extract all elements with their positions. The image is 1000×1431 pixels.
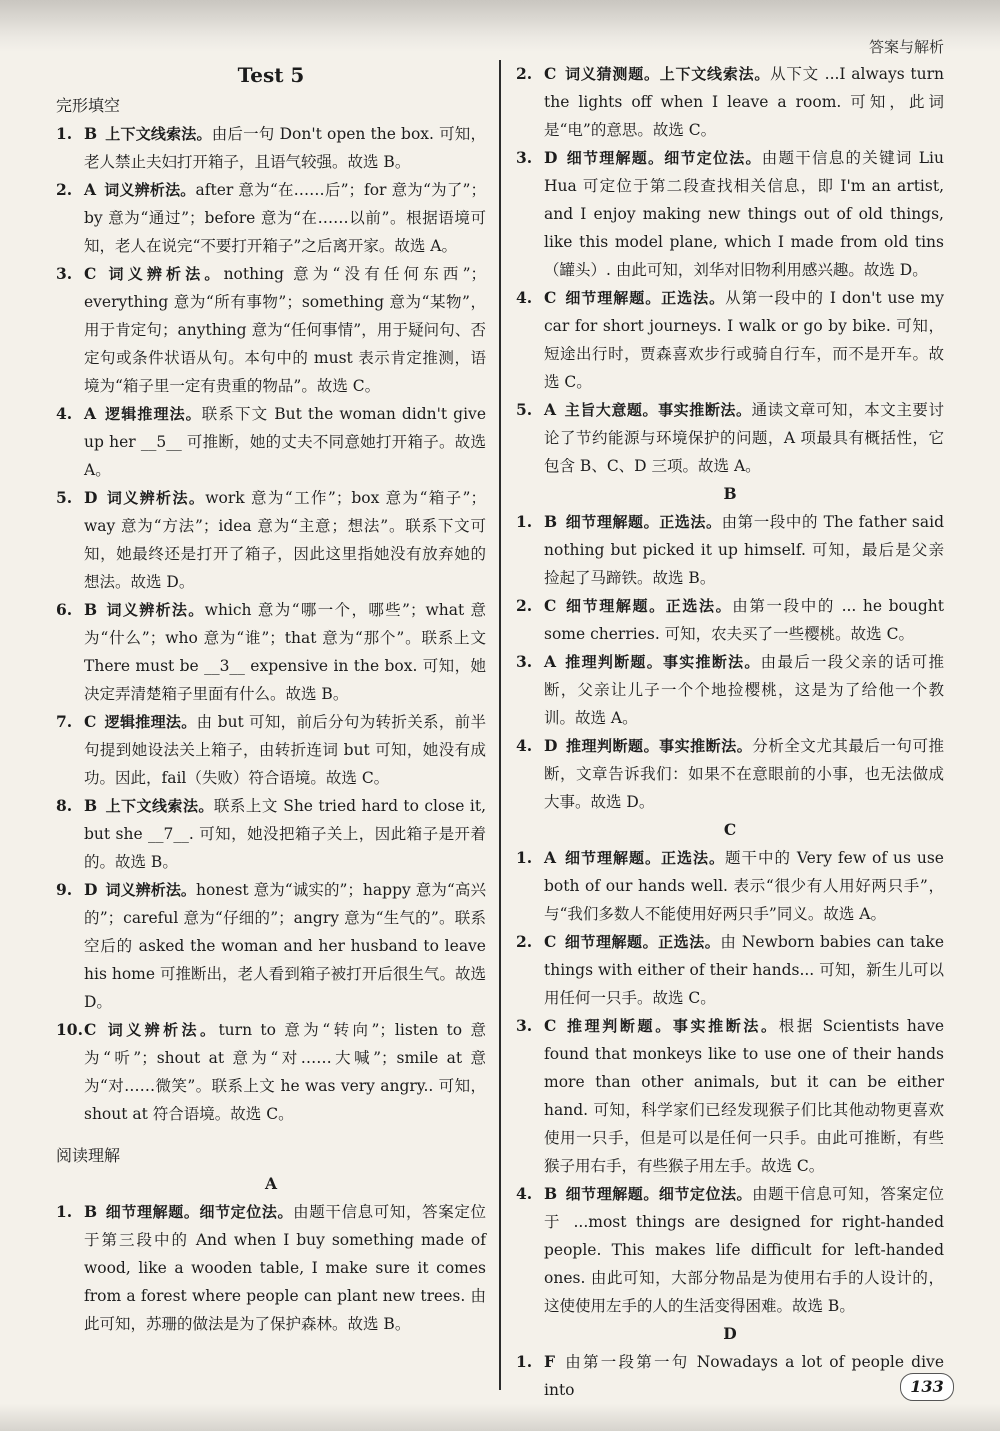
- answer-letter: D: [84, 488, 98, 507]
- question-number: 3.: [56, 264, 73, 283]
- answer-letter: B: [84, 1202, 98, 1221]
- explanation-text: turn to 意为“转向”；listen to 意为“听”；shout at 意为“对……大喊”；smile at 意为“对……微笑”。联系上文 he was very angry.. 可知，shout at 符合语境。故选 C。: [84, 1021, 486, 1123]
- answer-item: [56, 120, 486, 176]
- answer-letter: D: [544, 148, 558, 167]
- answer-letter: A: [84, 404, 97, 423]
- solution-method: 细节理解题。正选法。: [564, 289, 726, 307]
- solution-method: 细节理解题。正选法。: [565, 513, 722, 531]
- answer-item: [516, 1348, 944, 1404]
- explanation-text: 由题干信息可知，答案定位于第三段中的 And when I buy something made of wood, like a wooden table, I make sure it comes from a forest where people can plant new trees. 由此可知，苏珊的做法是为了保护森林。故选 B。: [84, 1203, 486, 1333]
- top-decoration-band: [0, 0, 1000, 52]
- question-number: 8.: [56, 796, 73, 815]
- reading-d-answer-list: [516, 1348, 944, 1404]
- solution-method: 细节理解题。正选法。: [564, 933, 721, 951]
- solution-method: 推理判断题。事实推断法。: [564, 1017, 779, 1035]
- answer-letter: B: [544, 512, 558, 531]
- answer-item: [56, 708, 486, 792]
- solution-method: 细节理解题。正选法。: [564, 597, 733, 615]
- solution-method: 细节理解题。细节定位法。: [565, 149, 762, 167]
- question-number: 3.: [516, 1016, 533, 1035]
- explanation-text: which 意为“哪一个，哪些”；what 意为“什么”；who 意为“谁”；that 意为“那个”。联系上文 There must be __3__ expensive in the box. 可知，她决定弄清楚箱子里面有什么。故选 B。: [84, 601, 486, 703]
- answer-item: [516, 144, 944, 284]
- explanation-text: 联系上文 She tried hard to close it, but she __7__. 可知，她没把箱子关上，因此箱子是开着的。故选 B。: [84, 797, 486, 871]
- question-number: 6.: [56, 600, 73, 619]
- answer-letter: C: [544, 1016, 557, 1035]
- cloze-section-title: 完形填空: [56, 96, 121, 115]
- reading-b-answer-list: [516, 508, 944, 816]
- solution-method: 词义辨析法。: [105, 601, 205, 619]
- question-number: 5.: [516, 400, 533, 419]
- question-number: 4.: [56, 404, 73, 423]
- answer-item: [56, 1016, 486, 1128]
- reading-part-a-title: A: [264, 1174, 278, 1193]
- explanation-text: 题干中的 Very few of us use both of our hands well. 表示“很少有人用好两只手”，与“我们多数人不能使用好两只手”同义。故选 A。: [544, 849, 944, 923]
- answer-letter: C: [84, 712, 97, 731]
- reading-a-continued-list: [516, 60, 944, 480]
- explanation-text: 由题干信息的关键词 Liu Hua 可定位于第二段查找相关信息，即 I'm an artist, and I enjoy making new things out of old things, like this model plane, which I made from old tins（罐头）. 由此可知，刘华对旧物利用感兴趣。故选 D。: [544, 149, 944, 279]
- answer-letter: B: [544, 1184, 558, 1203]
- question-number: 1.: [516, 848, 533, 867]
- solution-method: 词义辨析法。: [105, 489, 206, 507]
- answer-letter: C: [544, 288, 557, 307]
- explanation-text: 由第一段第一句 Nowadays a lot of people dive into: [544, 1353, 944, 1399]
- explanation-text: honest 意为“诚实的”；happy 意为“高兴的”；careful 意为“仔细的”；angry 意为“生气的”。联系空后的 asked the woman and her husband to leave his home 可推断出，老人看到箱子被打开后很生气。故选 D。: [84, 881, 486, 1011]
- solution-method: 词义辨析法。: [105, 881, 196, 899]
- answer-item: [516, 648, 944, 732]
- answer-letter: F: [544, 1352, 556, 1371]
- bottom-decoration-band: [0, 1404, 1000, 1431]
- explanation-text: 由 but 可知，前后分句为转折关系，前半句提到她设法关上箱子，由转折连词 but 可知，她没有成功。因此，fail（失败）符合语境。故选 C。: [84, 713, 486, 787]
- solution-method: 上下文线索法。: [105, 797, 214, 815]
- solution-method: 细节理解题。细节定位法。: [565, 1185, 753, 1203]
- answer-item: [516, 844, 944, 928]
- reading-part-c-title: C: [723, 820, 737, 839]
- answer-letter: D: [544, 736, 558, 755]
- explanation-text: nothing 意为“没有任何东西”；everything 意为“所有事物”；something 意为“某物”，用于肯定句；anything 意为“任何事情”，用于疑问句、否定句或条件状语从句。本句中的 must 表示肯定推测，语境为“箱子里一定有贵重的物品”。故选 C。: [84, 265, 486, 395]
- question-number: 10.: [56, 1020, 83, 1039]
- answer-item: [516, 60, 944, 144]
- solution-method: 词义猜测题。上下文线索法。: [564, 65, 771, 83]
- answer-letter: C: [544, 596, 557, 615]
- header-label: 答案与解析: [868, 38, 944, 56]
- reading-a-answer-list: [56, 1198, 486, 1338]
- left-column: [56, 60, 486, 1338]
- answer-item: [516, 1012, 944, 1180]
- answer-item: [56, 400, 486, 484]
- reading-part-d-title: D: [723, 1324, 737, 1343]
- solution-method: 推理判断题。事实推断法。: [565, 737, 753, 755]
- explanation-text: 从第一段中的 I don't use my car for short journeys. I walk or go by bike. 可知，短途出行时，贾森喜欢步行或骑自行车，而不是开车。故选 C。: [544, 289, 944, 391]
- answer-letter: C: [544, 932, 557, 951]
- cloze-answer-list: [56, 120, 486, 1128]
- explanation-text: 根据 Scientists have found that monkeys like to use one of their hands more than other animals, but it can be either hand. 可知，科学家们已经发现猴子们比其他动物更喜欢使用一只手，但是可以是任何一只手。由此可推断，有些猴子用右手，有些猴子用左手。故选 C。: [544, 1017, 944, 1175]
- solution-method: 词义辨析法。: [104, 1021, 219, 1039]
- column-divider: [499, 60, 501, 1390]
- answer-letter: B: [84, 796, 98, 815]
- explanation-text: 由最后一段父亲的话可推断，父亲让儿子一个个地捡樱桃，这是为了给他一个教训。故选 A。: [544, 653, 944, 727]
- answer-item: [56, 876, 486, 1016]
- answer-item: [516, 396, 944, 480]
- question-number: 1.: [56, 1202, 73, 1221]
- answer-letter: A: [544, 652, 557, 671]
- solution-method: 细节理解题。正选法。: [564, 849, 725, 867]
- question-number: 1.: [516, 512, 533, 531]
- question-number: 5.: [56, 488, 73, 507]
- answer-letter: A: [544, 848, 557, 867]
- answer-item: [516, 732, 944, 816]
- answer-letter: A: [544, 400, 557, 419]
- explanation-text: work 意为“工作”；box 意为“箱子”；way 意为“方法”；idea 意为“主意；想法”。联系下文可知，她最终还是打开了箱子，因此这里指她没有放弃她的想法。故选 D。: [84, 489, 486, 591]
- answer-item: [56, 596, 486, 708]
- explanation-text: 由 Newborn babies can take things with either of their hands... 可知，新生儿可以用任何一只手。故选 C。: [544, 933, 944, 1007]
- answer-letter: C: [544, 64, 557, 83]
- explanation-text: 由第一段中的 The father said nothing but picked it up himself. 可知，最后是父亲捡起了马蹄铁。故选 B。: [544, 513, 944, 587]
- reading-c-answer-list: [516, 844, 944, 1320]
- question-number: 2.: [516, 64, 533, 83]
- answer-item: [516, 928, 944, 1012]
- question-number: 3.: [516, 148, 533, 167]
- right-column: [516, 60, 944, 1404]
- explanation-text: 联系下文 But the woman didn't give up her __5__ 可推断，她的丈夫不同意她打开箱子。故选 A。: [84, 405, 486, 479]
- explanation-text: 分析全文尤其最后一句可推断，文章告诉我们：如果不在意眼前的小事，也无法做成大事。故选 D。: [544, 737, 944, 811]
- question-number: 2.: [56, 180, 73, 199]
- solution-method: 词义辨析法。: [104, 181, 196, 199]
- answer-letter: D: [84, 880, 98, 899]
- answer-letter: B: [84, 600, 98, 619]
- solution-method: 推理判断题。事实推断法。: [564, 653, 761, 671]
- answer-item: [516, 284, 944, 396]
- solution-method: 细节理解题。细节定位法。: [105, 1203, 294, 1221]
- question-number: 7.: [56, 712, 73, 731]
- solution-method: 词义辨析法。: [104, 265, 224, 283]
- solution-method: 逻辑推理法。: [104, 405, 202, 423]
- answer-item: [56, 484, 486, 596]
- answer-item: [56, 1198, 486, 1338]
- reading-section-title: 阅读理解: [56, 1146, 121, 1165]
- solution-method: 逻辑推理法。: [104, 713, 197, 731]
- answer-letter: A: [84, 180, 97, 199]
- answer-item: [516, 592, 944, 648]
- answer-item: [56, 792, 486, 876]
- answer-item: [56, 260, 486, 400]
- question-number: 2.: [516, 596, 533, 615]
- question-number: 1.: [516, 1352, 533, 1371]
- solution-method: 主旨大意题。事实推断法。: [564, 401, 752, 419]
- question-number: 4.: [516, 1184, 533, 1203]
- answer-item: [516, 508, 944, 592]
- question-number: 4.: [516, 736, 533, 755]
- explanation-text: after 意为“在……后”；for 意为“为了”；by 意为“通过”；before 意为“在……以前”。根据语境可知，老人在说完“不要打开箱子”之后离开家。故选 A。: [84, 181, 486, 255]
- explanation-text: 从下文 ...I always turn the lights off when I leave a room. 可知，此词是“电”的意思。故选 C。: [544, 65, 944, 139]
- answer-letter: C: [84, 264, 97, 283]
- explanation-text: 通读文章可知，本文主要讨论了节约能源与环境保护的问题，A 项最具有概括性，它包含 B、C、D 三项。故选 A。: [544, 401, 944, 475]
- answer-letter: B: [84, 124, 98, 143]
- explanation-text: 由第一段中的 ... he bought some cherries. 可知，农夫买了一些樱桃。故选 C。: [544, 597, 944, 643]
- solution-method: 上下文线索法。: [105, 125, 212, 143]
- reading-part-b-title: B: [723, 484, 737, 503]
- answer-item: [516, 1180, 944, 1320]
- page-number: 133: [900, 1373, 954, 1401]
- answer-item: [56, 176, 486, 260]
- explanation-text: 由题干信息可知，答案定位于 ...most things are designed for right-handed people. This makes life difficult for left-handed ones. 由此可知，大部分物品是为使用右手的人设计的，这使使用左手的人的生活变得困难。故选 B。: [544, 1185, 944, 1315]
- question-number: 4.: [516, 288, 533, 307]
- question-number: 9.: [56, 880, 73, 899]
- test-title: Test 5: [237, 63, 305, 87]
- question-number: 3.: [516, 652, 533, 671]
- answer-letter: C: [84, 1020, 97, 1039]
- question-number: 1.: [56, 124, 73, 143]
- explanation-text: 由后一句 Don't open the box. 可知，老人禁止夫妇打开箱子，且语气较强。故选 B。: [84, 125, 486, 171]
- question-number: 2.: [516, 932, 533, 951]
